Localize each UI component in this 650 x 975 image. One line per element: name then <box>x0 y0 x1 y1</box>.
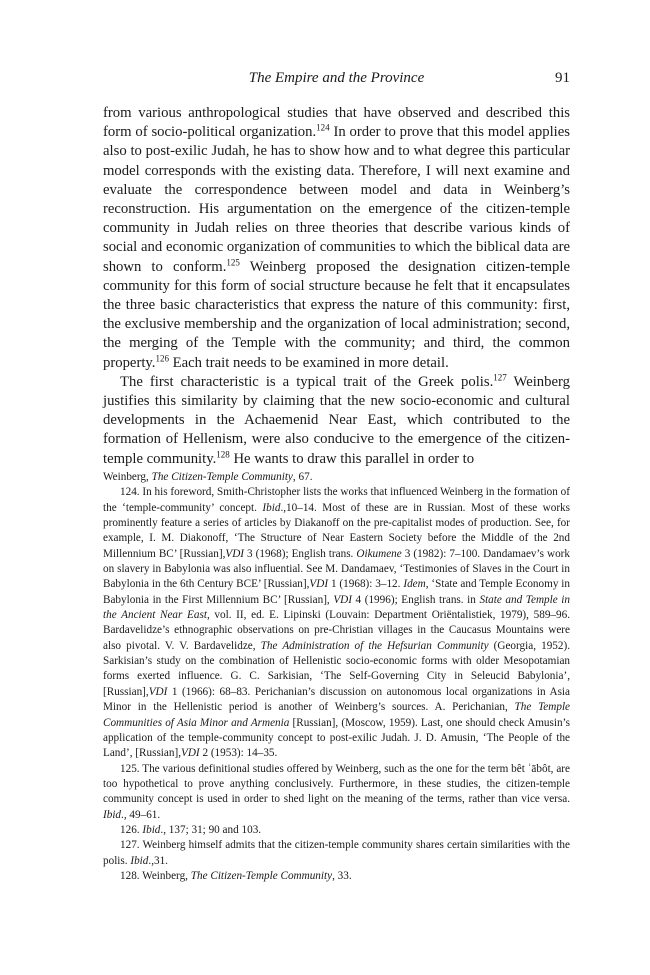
text-run: 1 (1968): 3–12. <box>328 578 404 591</box>
text-run: , ‘State and Temple Economy in Babylonia in the First Millennium BC’ [Russian], <box>103 578 571 606</box>
footnotes <box>103 470 570 884</box>
page-header <box>103 70 570 90</box>
text-run: 3 (1968); English trans. <box>244 547 357 560</box>
italic-run: The Citizen-Temple Community <box>151 471 293 483</box>
text-run: Weinberg justifies this similarity by claiming that the new socio-economic and cultural developments in the Achaemenid Near East, which contributed to the formation of Hellenism, were also conducive to the emergence of the citizen-temple community. <box>103 373 570 467</box>
footnote-ref-127: 127 <box>493 372 507 383</box>
italic-run: VDI <box>225 547 245 560</box>
body-paragraph-2 <box>103 373 570 469</box>
body-paragraph-1 <box>103 104 570 373</box>
footnote-ref-128: 128 <box>216 449 230 460</box>
italic-run: The Temple Communities of Asia Minor and Armenia <box>103 701 571 729</box>
text-run: In order to prove that this model applies also to post-exilic Judah, he has to show how and to what degree this particular model corresponds with the existing data. Therefore, I will next examine and evaluate the correspondence between model and data in Weinberg’s reconstruction. His argumentation on the emergence of the citizen-temple community in Judah relies on three theories that describe various kinds of social and economic organization of communities to which the biblical data are shown to conform. <box>103 124 570 275</box>
text-run: .,31. <box>148 854 168 867</box>
footnote-continuation <box>103 470 570 485</box>
italic-run: Oikumene <box>356 547 402 560</box>
footnote-number: 127. <box>120 839 140 852</box>
italic-run: VDI <box>148 685 168 698</box>
text-run: from various anthropological studies that have observed and described this form of socio-political organization. <box>103 105 570 141</box>
text-run: Weinberg himself admits that the citizen-temple community shares certain similarities with the polis. <box>103 839 570 867</box>
text-run: 4 (1996); English trans. in <box>351 593 480 606</box>
footnote-number: 124. <box>120 486 140 499</box>
text-run: He wants to draw this parallel in order to <box>229 450 475 467</box>
footnote-ref-125: 125 <box>226 257 240 268</box>
italic-run: Idem <box>403 578 426 591</box>
footnote-number: 126. <box>120 823 140 836</box>
text-run: Weinberg proposed the designation citizen-temple community for this form of social structure because he felt that it encapsulates the three basic characteristics that express the nature of this community: first, the exclusive membership and the organization of local administration; second, the merging of the Temple with the community; and third, the common property. <box>103 258 570 371</box>
text-run: (Georgia, 1952). Sarkisian’s study on the combination of Hellenistic socio-economic forms with older Mesopotamian forms exerted influence. G. C. Sarkisian, ‘The Self-Governing City in Seleucid Babylonia’, [Russian], <box>103 639 571 698</box>
footnote-number: 125. <box>120 762 140 775</box>
main-text <box>103 104 570 469</box>
text-run: The various definitional studies offered by Weinberg, such as the one for the term bêt ʾābôt, are too hypothetical to prove anything conclusively. Furthermore, in these studies, the citizen-temple community concept is used in order to shed light on the meaning of the terms, rather than vice versa. <box>103 762 570 806</box>
footnote-ref-124: 124 <box>316 122 330 133</box>
footnote-ref-126: 126 <box>155 353 169 364</box>
footnote-128 <box>103 869 570 884</box>
italic-run: VDI <box>181 747 200 760</box>
italic-run: Ibid <box>103 808 122 821</box>
text-run: ., 137; 31; 90 and 103. <box>160 823 262 836</box>
italic-run: VDI <box>333 593 352 606</box>
italic-run: State and Temple in the Ancient Near East <box>103 593 570 622</box>
text-run: Weinberg, <box>139 869 191 882</box>
text-run: In his foreword, Smith-Christopher lists the works that influenced Weinberg in the formation of the ‘temple-community’ concept. <box>103 486 570 514</box>
footnote-125 <box>103 762 570 823</box>
text-run: ., 49–61. <box>121 808 161 821</box>
text-run: 2 (1953): 14–35. <box>199 747 278 760</box>
footnote-number: 128. <box>120 869 140 882</box>
text-run: Each trait needs to be examined in more detail. <box>168 354 449 371</box>
italic-run: Ibid <box>142 823 161 836</box>
text-run: , vol. II, ed. E. Lipinski (Louvain: Department Oriëntalistiek, 1979), 589–96. Bardavelidze’s ethnographic observations on pre-Christian villages in the Caucasus Mountains were also pivotal. V. V. Bardavelidze, <box>103 609 570 652</box>
footnote-126 <box>103 823 570 838</box>
italic-run: VDI <box>309 578 329 591</box>
text-run: 1 (1966): 68–83. Perichanian’s discussion on autonomous local organizations in Asia Minor in the Hellenistic period is another of Weinberg’s sources. A. Perichanian, <box>103 685 570 714</box>
footnote-127 <box>103 838 570 869</box>
text-run: [Russian], (Moscow, 1959). Last, one should check Amusin’s application of the temple-community concept to post-exilic Judah. J. D. Amusin, ‘The People of the Land’, [Russian], <box>103 716 571 760</box>
page-number: 91 <box>555 70 570 86</box>
italic-run: The Administration of the Hefsurian Community <box>260 639 489 652</box>
italic-run: Ibid <box>262 501 281 514</box>
text-run: , 33. <box>332 869 352 882</box>
text-run: 3 (1982): 7–100. Dandamaev’s work on slavery in Babylonia was also influential. See M. Dandamaev, ‘Testimonies of Slaves in the Court in Babylonia in the 6th Century BCE’ [Russian], <box>103 547 570 591</box>
footnote-124 <box>103 485 570 761</box>
text-run: Weinberg, <box>103 471 152 483</box>
text-run: .,10–14. Most of these are in Russian. Most of these works prominently feature a series of articles by Diakanoff on the pre-capitalist modes of production. See, for example, I. M. Diakonoff, ‘The Structure of Near Eastern Society before the Middle of the 2nd Millennium BC’ [Russian], <box>103 501 570 560</box>
text-run: The first characteristic is a typical trait of the Greek polis. <box>120 373 494 390</box>
text-run: , 67. <box>292 471 313 483</box>
italic-run: Ibid <box>130 854 149 867</box>
running-head: The Empire and the Province <box>248 70 425 86</box>
italic-run: The Citizen-Temple Community <box>190 869 333 882</box>
